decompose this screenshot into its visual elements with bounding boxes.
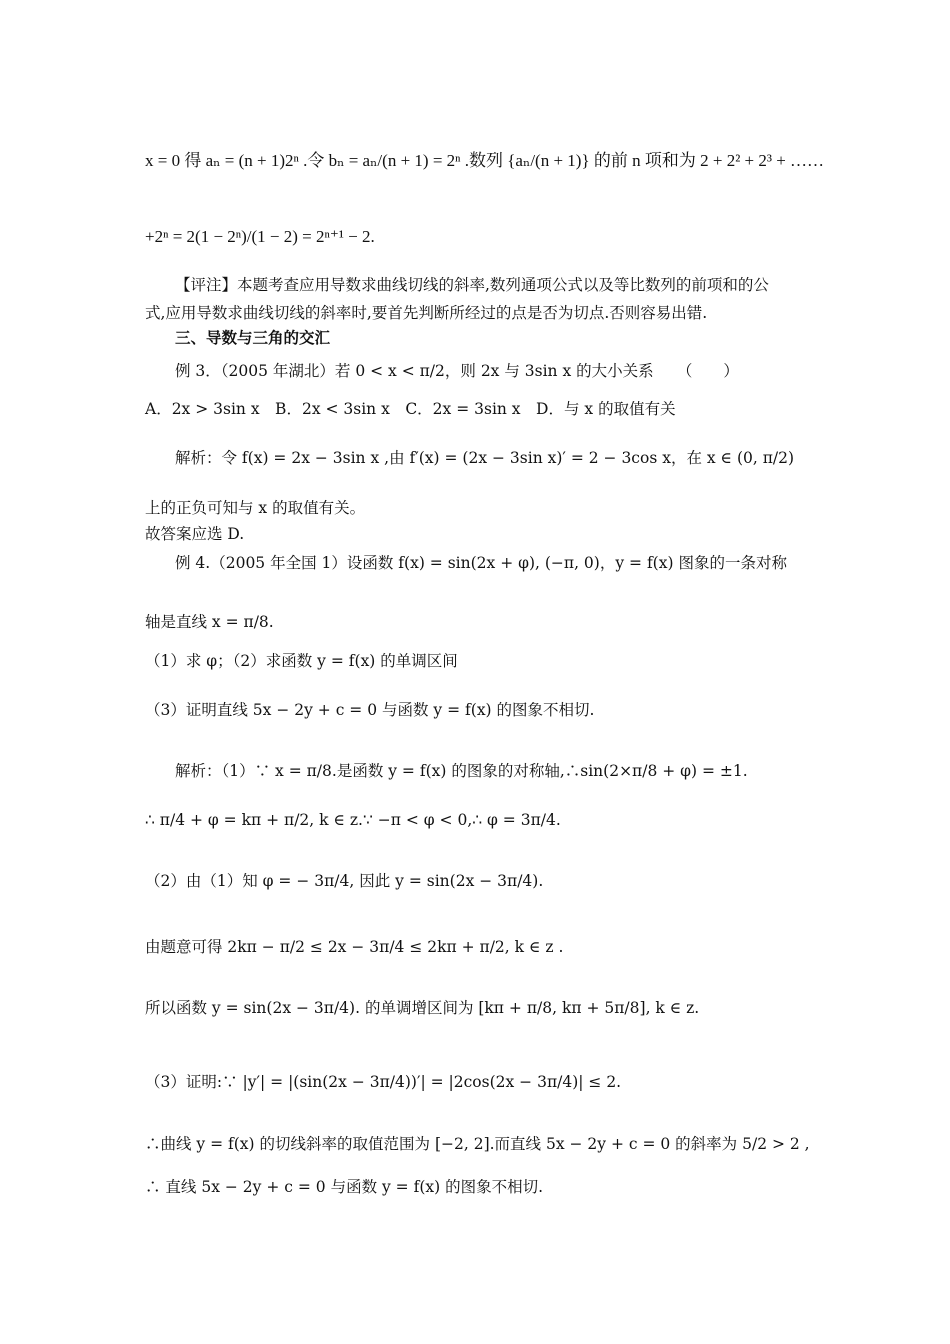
section-heading: 三、导数与三角的交汇 [175,328,331,347]
text-line-20: （3）证明:∵ |y′| = |(sin(2x − 3π/4))′| = |2cos(2x − 3π/4)| ≤ 2. [145,1073,622,1091]
text-line-13: （1）求 φ；（2）求函数 y = f(x) 的单调区间 [145,652,458,670]
text-line-22: ∴ 直线 5x − 2y + c = 0 与函数 y = f(x) 的图象不相切. [145,1178,544,1196]
text-line-18: 由题意可得 2kπ − π/2 ≤ 2x − 3π/4 ≤ 2kπ + π/2, k ∈ z . [145,938,564,956]
text-line-19: 所以函数 y = sin(2x − 3π/4). 的单调增区间为 [kπ + π/8, kπ + 5π/8], k ∈ z. [145,999,700,1017]
text-line-9: 上的正负可知与 x 的取值有关。 [145,499,366,517]
text-line-15: 解析：（1）∵ x = π/8.是函数 y = f(x) 的图象的对称轴,∴sin(2×π/8 + φ) = ±1. [175,762,748,780]
text-line-1: x = 0 得 aₙ = (n + 1)2ⁿ .令 bₙ = aₙ/(n + 1) = 2ⁿ .数列 {aₙ/(n + 1)} 的前 n 项和为 2 + 2² + 2³ + …… [145,151,825,170]
text-line-8: 解析：令 f(x) = 2x − 3sin x ,由 f′(x) = (2x − 3sin x)′ = 2 − 3cos x，在 x ∈ (0, π/2) [175,449,795,467]
text-line-12: 轴是直线 x = π/8. [145,613,274,631]
text-line-10: 故答案应选 D. [145,525,245,543]
text-line-11: 例 4.（2005 年全国 1）设函数 f(x) = sin(2x + φ), (−π, 0)，y = f(x) 图象的一条对称 [175,554,787,572]
text-line-4: 式,应用导数求曲线切线的斜率时,要首先判断所经过的点是否为切点.否则容易出错. [145,304,708,322]
text-line-17: （2）由（1）知 φ = − 3π/4, 因此 y = sin(2x − 3π/4). [145,872,544,890]
text-line-3: 【评注】本题考查应用导数求曲线切线的斜率,数列通项公式以及等比数列的前项和的公 [175,276,769,294]
text-line-21: ∴曲线 y = f(x) 的切线斜率的取值范围为 [−2, 2].而直线 5x − 2y + c = 0 的斜率为 5/2 > 2 , [145,1135,810,1153]
text-line-16: ∴ π/4 + φ = kπ + π/2, k ∈ z.∵ −π < φ < 0,∴ φ = 3π/4. [145,811,561,829]
text-line-7: A．2x > 3sin x B．2x < 3sin x C．2x = 3sin x D．与 x 的取值有关 [145,400,676,418]
text-line-6: 例 3．（2005 年湖北）若 0 < x < π/2，则 2x 与 3sin x 的大小关系 （ ） [175,362,739,380]
text-line-14: （3）证明直线 5x − 2y + c = 0 与函数 y = f(x) 的图象不相切. [145,701,595,719]
text-line-2: +2ⁿ = 2(1 − 2ⁿ)/(1 − 2) = 2ⁿ⁺¹ − 2. [145,227,375,246]
